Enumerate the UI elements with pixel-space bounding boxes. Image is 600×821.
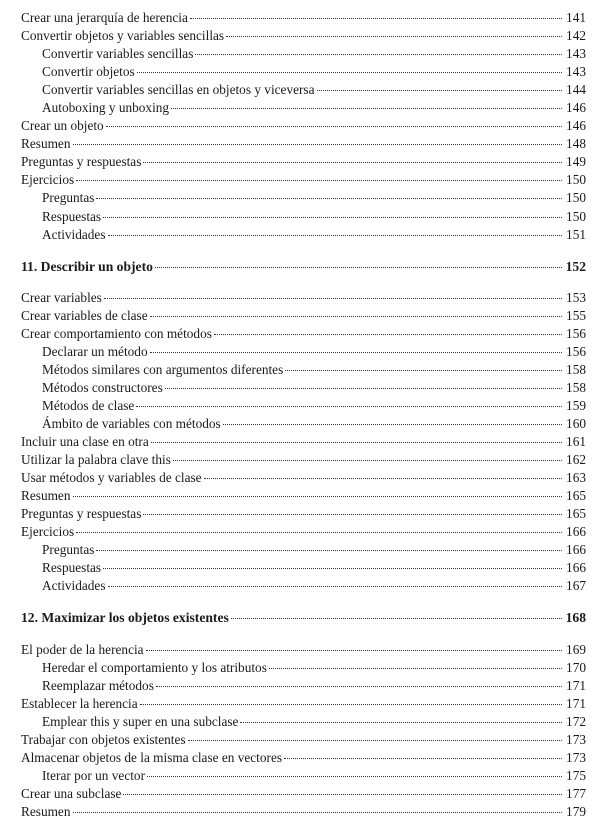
toc-entry [21, 135, 586, 153]
toc-entry [21, 307, 586, 325]
toc-entry [21, 325, 586, 343]
dot-leader [73, 144, 563, 145]
toc-entry [21, 379, 586, 397]
toc-entry-title: Emplear this y super en una subclase [42, 713, 239, 729]
dot-leader [214, 334, 562, 335]
toc-entry-title: Iterar por un vector [42, 767, 145, 783]
toc-entry-title: Preguntas [42, 542, 95, 558]
dot-leader [76, 180, 562, 181]
toc-entry-title: Crear variables de clase [21, 307, 148, 323]
toc-entry-page-number: 165 [566, 506, 586, 522]
toc-entry-page-number: 161 [566, 434, 586, 450]
toc-entry [21, 713, 586, 731]
toc-entry-title: Resumen [21, 136, 71, 152]
toc-entry-title: Resumen [21, 488, 71, 504]
toc-entry-page-number: 144 [566, 82, 586, 98]
dot-leader [240, 722, 562, 723]
toc-entry-page-number: 179 [566, 803, 586, 819]
dot-leader [76, 532, 562, 533]
toc-entry [21, 541, 586, 559]
dot-leader [123, 794, 562, 795]
dot-leader [103, 217, 562, 218]
toc-entry-title: Crear variables [21, 289, 102, 305]
toc-entry-title: Preguntas y respuestas [21, 154, 142, 170]
toc-entry-title: Crear comportamiento con métodos [21, 325, 212, 341]
dot-leader [147, 776, 562, 777]
toc-entry [21, 117, 586, 135]
toc-entry [21, 803, 586, 821]
toc-entry [21, 433, 586, 451]
toc-entry-page-number: 155 [566, 307, 586, 323]
toc-entry-title: Almacenar objetos de la misma clase en vectores [21, 749, 283, 765]
toc-entry-title: Ámbito de variables con métodos [42, 415, 221, 431]
toc-entry-title: Utilizar la palabra clave this [21, 452, 171, 468]
toc-entry [21, 731, 586, 749]
toc-entry [21, 415, 586, 433]
dot-leader [150, 316, 562, 317]
dot-leader [226, 36, 562, 37]
toc-entry-page-number: 171 [566, 677, 586, 693]
toc-entry [21, 81, 586, 99]
toc-entry-page-number: 150 [566, 190, 586, 206]
toc-entry-title: Convertir objetos [42, 64, 135, 80]
toc-chapter-heading [21, 258, 586, 276]
toc-entry [21, 189, 586, 207]
toc-entry-page-number: 172 [566, 713, 586, 729]
toc-entry [21, 226, 586, 244]
toc-entry-title: Usar métodos y variables de clase [21, 470, 202, 486]
toc-entry [21, 343, 586, 361]
toc-entry [21, 361, 586, 379]
toc-entry-page-number: 158 [566, 379, 586, 395]
dot-leader [108, 235, 562, 236]
toc-entry-page-number: 173 [566, 749, 586, 765]
toc-entry-page-number: 151 [566, 226, 586, 242]
toc-entry-page-number: 168 [565, 610, 586, 626]
dot-leader [269, 668, 562, 669]
toc-entry-page-number: 177 [566, 785, 586, 801]
toc-entry-page-number: 158 [566, 361, 586, 377]
dot-leader [156, 686, 562, 687]
toc-entry-title: Heredar el comportamiento y los atributos [42, 659, 267, 675]
dot-leader [190, 18, 562, 19]
toc-entry-page-number: 173 [566, 731, 586, 747]
toc-entry [21, 27, 586, 45]
toc-entry [21, 577, 586, 595]
toc-entry [21, 641, 586, 659]
toc-entry-title: Resumen [21, 803, 71, 819]
toc-entry-page-number: 156 [566, 325, 586, 341]
dot-leader [171, 108, 562, 109]
dot-leader [150, 352, 562, 353]
toc-entry [21, 451, 586, 469]
toc-entry-page-number: 143 [566, 46, 586, 62]
dot-leader [137, 72, 562, 73]
toc-entry-page-number: 156 [566, 343, 586, 359]
toc-entry-page-number: 152 [565, 258, 586, 274]
toc-entry-title: Métodos constructores [42, 379, 163, 395]
toc-entry [21, 45, 586, 63]
toc-entry-page-number: 150 [566, 208, 586, 224]
toc-entry [21, 469, 586, 487]
toc-entry [21, 659, 586, 677]
toc-entry-title: Actividades [42, 578, 106, 594]
dot-leader [204, 478, 562, 479]
toc-entry-page-number: 150 [566, 172, 586, 188]
toc-entry [21, 153, 586, 171]
toc-entry-title: Crear un objeto [21, 118, 104, 134]
toc-entry-title: Crear una jerarquía de herencia [21, 10, 188, 25]
dot-leader [143, 162, 562, 163]
toc-entry-page-number: 153 [566, 289, 586, 305]
toc-entry-title: Convertir objetos y variables sencillas [21, 28, 225, 44]
dot-leader [284, 758, 562, 759]
dot-leader [165, 388, 562, 389]
toc-entry-title: Convertir variables sencillas en objetos y viceversa [42, 82, 315, 98]
toc-entry-page-number: 171 [566, 695, 586, 711]
toc-entry-page-number: 149 [566, 154, 586, 170]
dot-leader [96, 198, 562, 199]
toc-entry [21, 171, 586, 189]
toc-entry [21, 559, 586, 577]
dot-leader [73, 812, 563, 813]
toc-entry-title: Preguntas y respuestas [21, 506, 142, 522]
toc-entry-title: Declarar un método [42, 343, 148, 359]
toc-entry [21, 523, 586, 541]
toc-entry-page-number: 148 [566, 136, 586, 152]
dot-leader [140, 704, 562, 705]
dot-leader [231, 618, 562, 619]
dot-leader [103, 568, 562, 569]
toc-entry [21, 208, 586, 226]
toc-entry-page-number: 160 [566, 415, 586, 431]
toc-entry [21, 99, 586, 117]
dot-leader [223, 424, 562, 425]
toc-entry [21, 749, 586, 767]
toc-entry [21, 695, 586, 713]
toc-entry-page-number: 159 [566, 397, 586, 413]
dot-leader [151, 442, 562, 443]
toc-entry [21, 505, 586, 523]
dot-leader [96, 550, 562, 551]
dot-leader [285, 370, 562, 371]
dot-leader [146, 650, 562, 651]
toc-entry-title: Reemplazar métodos [42, 677, 154, 693]
toc-entry-page-number: 142 [566, 28, 586, 44]
toc-entry-page-number: 163 [566, 470, 586, 486]
toc-entry [21, 289, 586, 307]
toc-entry-title: 12. Maximizar los objetos existentes [21, 610, 229, 626]
toc-entry-title: Respuestas [42, 208, 102, 224]
toc-entry-page-number: 166 [566, 524, 586, 540]
toc-entry-title: 11. Describir un objeto [21, 258, 153, 274]
toc-chapter-heading [21, 609, 586, 627]
toc-entry-title: Ejercicios [21, 172, 75, 188]
toc-entry-page-number: 167 [566, 578, 586, 594]
toc-entry-page-number: 166 [566, 542, 586, 558]
toc-entry [21, 63, 586, 81]
dot-leader [317, 90, 563, 91]
toc-entry [21, 487, 586, 505]
dot-leader [136, 406, 562, 407]
toc-entry-title: Autoboxing y unboxing [42, 100, 170, 116]
dot-leader [106, 126, 562, 127]
toc-entry-page-number: 143 [566, 64, 586, 80]
toc-entry-title: Respuestas [42, 560, 102, 576]
toc-entry-title: Convertir variables sencillas [42, 46, 194, 62]
toc-entry-title: El poder de la herencia [21, 641, 144, 657]
toc-entry-title: Actividades [42, 226, 106, 242]
toc-entry [21, 767, 586, 785]
toc-entry-title: Métodos similares con argumentos diferentes [42, 361, 284, 377]
toc-entry [21, 9, 586, 27]
toc-entry-page-number: 141 [566, 10, 586, 25]
toc-entry [21, 397, 586, 415]
toc-entry-page-number: 165 [566, 488, 586, 504]
dot-leader [173, 460, 562, 461]
toc-entry-title: Trabajar con objetos existentes [21, 731, 186, 747]
dot-leader [155, 267, 562, 268]
toc-entry-page-number: 170 [566, 659, 586, 675]
dot-leader [188, 740, 562, 741]
toc-entry-page-number: 146 [566, 100, 586, 116]
toc-entry-title: Establecer la herencia [21, 695, 138, 711]
dot-leader [143, 514, 562, 515]
dot-leader [104, 298, 562, 299]
dot-leader [73, 496, 563, 497]
toc-entry-title: Incluir una clase en otra [21, 434, 149, 450]
toc-entry-title: Preguntas [42, 190, 95, 206]
toc-entry-title: Crear una subclase [21, 785, 122, 801]
toc-entry-page-number: 166 [566, 560, 586, 576]
toc-entry-page-number: 169 [566, 641, 586, 657]
toc-entry-page-number: 162 [566, 452, 586, 468]
toc-entry-title: Ejercicios [21, 524, 75, 540]
dot-leader [195, 54, 562, 55]
toc-entry-title: Métodos de clase [42, 397, 135, 413]
dot-leader [108, 586, 562, 587]
toc-entry [21, 785, 586, 803]
toc-entry-page-number: 175 [566, 767, 586, 783]
toc-entry-page-number: 146 [566, 118, 586, 134]
toc-entry [21, 677, 586, 695]
